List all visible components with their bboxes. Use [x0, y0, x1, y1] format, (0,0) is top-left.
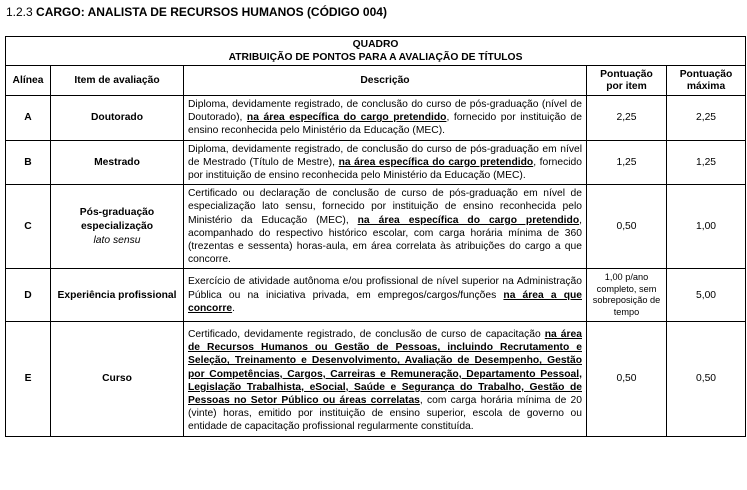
desc-text: Diploma, devidamente registrado, de conclusão do curso de pós-graduação em nível de Mestrado (Título de Mestre), [188, 143, 582, 168]
row-item-line1: Pós-graduação [79, 206, 155, 218]
row-pontuacao-item: 0,50 [587, 322, 667, 437]
titles-table [5, 36, 746, 437]
table-row [6, 140, 746, 185]
row-pontuacao-item: 1,00 p/ano completo, sem sobreposição de tempo [587, 269, 667, 322]
row-item: Curso [51, 322, 184, 437]
desc-text: Certificado ou declaração de conclusão de curso de pós-graduação em nível de especialização lato sensu, fornecido por instituição de ensino reconhecida pelo Ministério da Educação (MEC), [188, 188, 582, 226]
header-pontuacao-item-line1: Pontuação [600, 68, 653, 80]
row-pontuacao-maxima: 1,00 [667, 185, 746, 269]
row-alinea: D [6, 269, 51, 322]
row-alinea: E [6, 322, 51, 437]
row-pontuacao-maxima: 1,25 [667, 140, 746, 185]
row-alinea: C [6, 185, 51, 269]
row-item: Doutorado [51, 96, 184, 141]
row-descricao [184, 185, 587, 269]
row-item-line3: lato sensu [93, 234, 141, 246]
desc-emphasis: na área específica do cargo pretendido [357, 214, 580, 226]
row-pontuacao-maxima: 0,50 [667, 322, 746, 437]
table-row [6, 269, 746, 322]
table-caption-row [6, 37, 746, 66]
desc-text: . [232, 302, 235, 314]
desc-emphasis: na área específica do cargo pretendido [338, 156, 534, 168]
desc-text: , fornecido por instituição de ensino reconhecida pelo Ministério da Educação (MEC). [188, 112, 582, 137]
row-pontuacao-maxima: 5,00 [667, 269, 746, 322]
desc-text: Exercício de atividade autônoma e/ou profissional de nível superior na Administração Pública ou na iniciativa privada, em empregos/cargos/funções [188, 276, 582, 301]
desc-text: Diploma, devidamente registrado, de conclusão do curso de pós-graduação (nível de Doutorado), [188, 99, 582, 124]
row-descricao [184, 322, 587, 437]
header-pontuacao-maxima-line1: Pontuação [679, 68, 733, 80]
header-pontuacao-maxima-line2: máxima [686, 80, 726, 92]
row-alinea: B [6, 140, 51, 185]
row-item-line2: especialização [80, 220, 154, 232]
header-pontuacao-maxima [667, 66, 746, 96]
row-descricao [184, 96, 587, 141]
desc-emphasis: na área a que concorre [188, 289, 582, 314]
caption-line-1: QUADRO [352, 39, 399, 50]
row-alinea: A [6, 96, 51, 141]
desc-text: , fornecido por instituição de ensino reconhecida pelo Ministério da Educação (MEC). [188, 156, 582, 182]
section-heading [6, 5, 387, 19]
desc-text: , com carga horária mínima de 20 (vinte) horas, emitido por instituição de ensino superior, escola de governo ou entidade de capacitação profissional regularmente constituída. [188, 395, 582, 433]
desc-emphasis: na área de Recursos Humanos ou Gestão de Pessoas, incluindo Recrutamento e Seleção, Treinamento e Desenvolvimento, Avaliação de Desempenho, Gestão por Competências, Cargos, Carreiras e Remuneração, Departamento Pessoal, Legislação Trabalhista, eSocial, Saúde e Segurança do Trabalho, Gestão de Pessoas no Setor Público ou áreas correlatas [188, 329, 582, 407]
section-number: 1.2.3 [6, 5, 33, 19]
header-alinea: Alínea [6, 66, 51, 96]
table-header-row [6, 66, 746, 96]
row-item: Mestrado [51, 140, 184, 185]
row-item: Experiência profissional [51, 269, 184, 322]
row-descricao [184, 269, 587, 322]
header-descricao: Descrição [184, 66, 587, 96]
section-title: CARGO: ANALISTA DE RECURSOS HUMANOS (CÓDIGO 004) [36, 5, 387, 19]
caption-line-2: ATRIBUIÇÃO DE PONTOS PARA A AVALIAÇÃO DE TÍTULOS [228, 52, 523, 63]
table-row [6, 96, 746, 141]
row-pontuacao-maxima: 2,25 [667, 96, 746, 141]
row-item [51, 185, 184, 269]
table-row [6, 185, 746, 269]
row-descricao [184, 140, 587, 185]
header-pontuacao-item-line2: por item [606, 80, 647, 92]
desc-emphasis: na área específica do cargo pretendido [246, 112, 447, 124]
desc-text: Certificado, devidamente registrado, de conclusão de curso de capacitação [188, 329, 545, 341]
desc-text: , acompanhado do respectivo histórico escolar, com carga horária mínima de 360 (trezentas e sessenta) horas-aula, em área correlata às atribuições do cargo a que concorre. [188, 214, 582, 266]
row-pontuacao-item: 1,25 [587, 140, 667, 185]
table-row [6, 322, 746, 437]
row-pontuacao-item: 0,50 [587, 185, 667, 269]
header-item: Item de avaliação [51, 66, 184, 96]
row-pontuacao-item: 2,25 [587, 96, 667, 141]
header-pontuacao-item [587, 66, 667, 96]
table-caption [6, 37, 746, 66]
